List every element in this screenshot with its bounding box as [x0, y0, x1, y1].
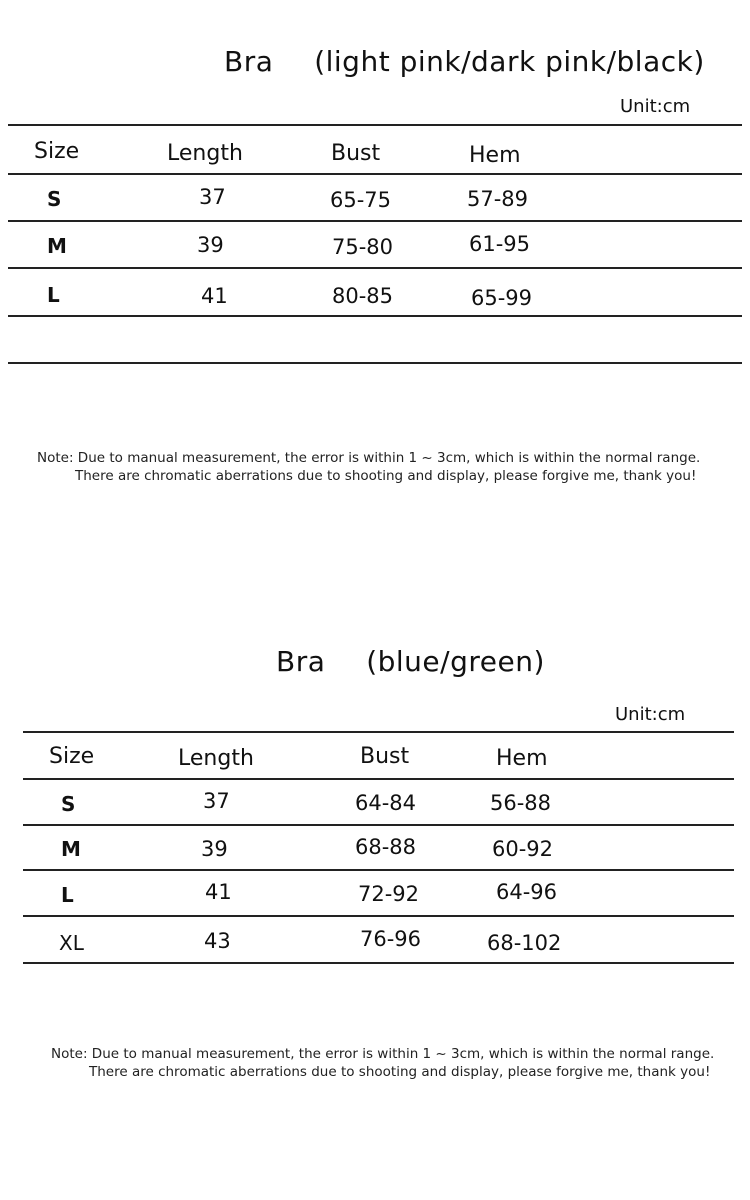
chart-2-row-3-size: L [61, 883, 74, 907]
chart-2-row-3-hem: 64-96 [496, 880, 558, 904]
chart-2-rule-row-1 [23, 824, 734, 826]
chart-1-header-length: Length [167, 141, 243, 166]
chart-2-header-length: Length [178, 746, 254, 771]
chart-1-row-2-hem: 61-95 [469, 232, 531, 256]
chart-1-row-3-bust: 80-85 [332, 284, 394, 308]
chart-2-row-4-length: 43 [204, 929, 231, 953]
chart-1-note-line-1: Note: Due to manual measurement, the error is within 1 ~ 3cm, which is within the normal range. [37, 450, 701, 466]
chart-1-row-2-bust: 75-80 [332, 235, 394, 259]
chart-1-title [224, 45, 705, 78]
chart-1-title-colors: (light pink/dark pink/black) [314, 45, 705, 78]
chart-2-row-2-size: M [61, 837, 81, 861]
chart-2-row-3-bust: 72-92 [358, 882, 420, 906]
chart-1-row-1-size: S [47, 187, 62, 211]
chart-2-title-product: Bra [276, 645, 326, 678]
chart-2-note-line-1: Note: Due to manual measurement, the error is within 1 ~ 3cm, which is within the normal range. [51, 1046, 715, 1062]
chart-1-row-2-size: M [47, 234, 67, 258]
chart-2-row-4-bust: 76-96 [360, 927, 422, 951]
chart-2-row-1-bust: 64-84 [355, 791, 417, 815]
chart-2-row-3-length: 41 [205, 880, 232, 904]
chart-1-header-hem: Hem [469, 143, 521, 168]
chart-2-row-1-length: 37 [203, 789, 230, 813]
chart-1-row-2-length: 39 [197, 233, 224, 257]
chart-2-row-4-hem: 68-102 [487, 931, 562, 955]
chart-1-rule-bottom [8, 362, 742, 364]
chart-2-row-1-size: S [61, 792, 76, 816]
chart-1-rule-header [8, 173, 742, 175]
chart-1-row-1-length: 37 [199, 185, 226, 209]
chart-2-rule-row-2 [23, 869, 734, 871]
chart-1-row-3-size: L [47, 283, 60, 307]
chart-2-header-hem: Hem [496, 746, 548, 771]
chart-1-rule-row-2 [8, 267, 742, 269]
chart-2-row-2-length: 39 [201, 837, 228, 861]
chart-1-row-1-hem: 57-89 [467, 187, 529, 211]
chart-1-header-size: Size [34, 139, 80, 164]
chart-2-rule-top [23, 731, 734, 733]
chart-2-header-size: Size [49, 744, 95, 769]
chart-2-header-bust: Bust [360, 744, 410, 769]
chart-1-unit: Unit:cm [620, 96, 691, 117]
chart-2-unit: Unit:cm [615, 704, 686, 725]
chart-2-title [276, 645, 545, 678]
chart-1-title-product: Bra [224, 45, 274, 78]
chart-2-note-line-2: There are chromatic aberrations due to shooting and display, please forgive me, thank you! [89, 1064, 711, 1080]
chart-1-rule-row-1 [8, 220, 742, 222]
chart-2-title-colors: (blue/green) [366, 645, 545, 678]
chart-2-rule-header [23, 778, 734, 780]
chart-2-row-1-hem: 56-88 [490, 791, 552, 815]
chart-2-row-2-hem: 60-92 [492, 837, 554, 861]
chart-2-rule-bottom [23, 962, 734, 964]
chart-2-row-4-size: XL [59, 931, 84, 955]
chart-1-row-3-length: 41 [201, 284, 228, 308]
chart-1-rule-top [8, 124, 742, 126]
chart-1-header-bust: Bust [331, 141, 381, 166]
chart-1-rule-row-3 [8, 315, 742, 317]
chart-1-row-3-hem: 65-99 [471, 286, 533, 310]
chart-2-row-2-bust: 68-88 [355, 835, 417, 859]
chart-1-row-1-bust: 65-75 [330, 188, 392, 212]
chart-1-note-line-2: There are chromatic aberrations due to shooting and display, please forgive me, thank you! [75, 468, 697, 484]
chart-2-rule-row-3 [23, 915, 734, 917]
